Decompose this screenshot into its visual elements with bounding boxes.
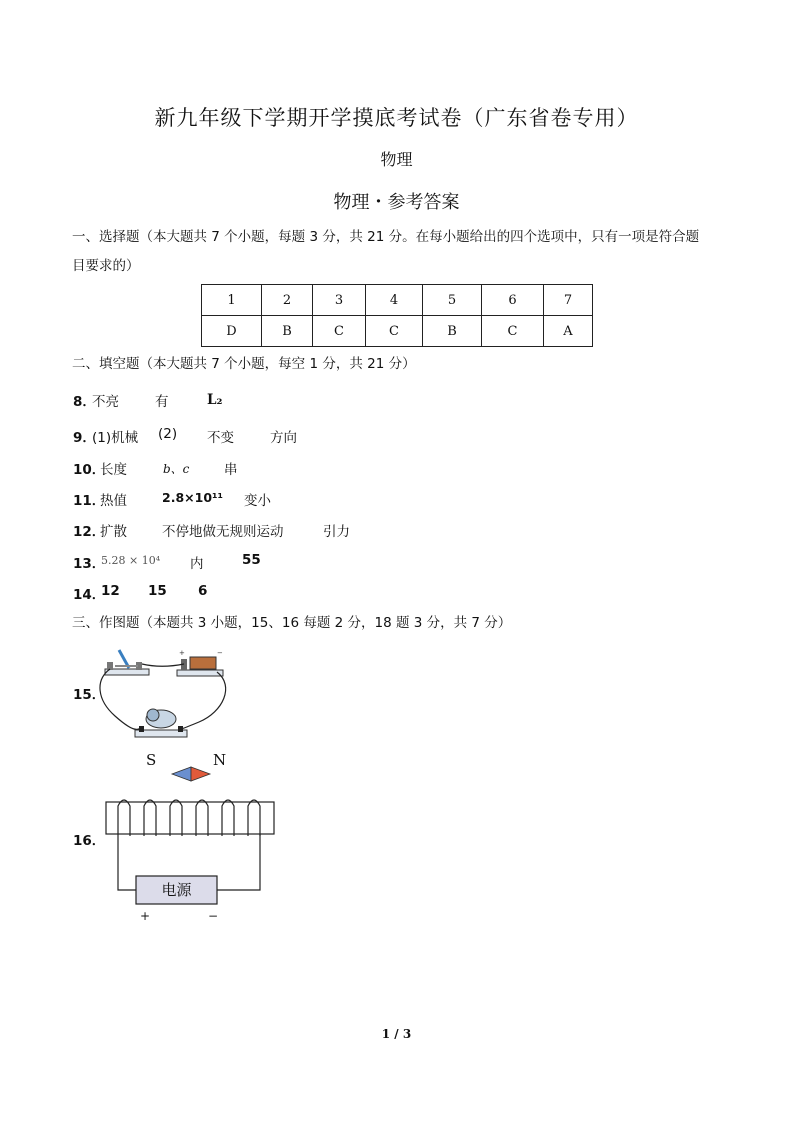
svg-text:−: − xyxy=(217,649,223,657)
answer-blank: 引力 xyxy=(323,524,350,540)
motor-icon xyxy=(135,709,187,737)
solenoid-coil xyxy=(106,800,274,836)
answer-table xyxy=(201,284,593,347)
circuit-diagram-q15 xyxy=(95,642,235,744)
table-cell: 3 xyxy=(313,285,366,316)
answer-blank: 长度 xyxy=(100,462,127,478)
question-number: 11． xyxy=(73,493,106,509)
answer-blank: (1)机械 xyxy=(92,430,139,446)
answer-blank: 热值 xyxy=(100,493,127,509)
table-cell: A xyxy=(544,316,593,347)
page-number: 1 / 3 xyxy=(381,1027,412,1041)
answer-blank: 有 xyxy=(155,394,169,410)
answer-blank: 12 xyxy=(101,583,120,599)
pole-n-label: N xyxy=(213,751,227,769)
table-cell: B xyxy=(423,316,482,347)
answer-blank: 变小 xyxy=(244,493,271,509)
table-cell: C xyxy=(482,316,544,347)
page-title: 新九年级下学期开学摸底考试卷（广东省卷专用） xyxy=(154,106,639,130)
pole-s-label: S xyxy=(146,751,157,769)
plus-terminal-label: + xyxy=(140,909,151,923)
answer-blank: 串 xyxy=(224,462,238,478)
section2-heading: 二、填空题（本大题共 7 个小题，每空 1 分，共 21 分） xyxy=(72,356,416,372)
answer-blank: 不停地做无规则运动 xyxy=(162,524,284,540)
answer-blank: 6 xyxy=(198,583,208,599)
answer-blank: 扩散 xyxy=(100,524,127,540)
table-cell: 4 xyxy=(366,285,423,316)
subject-label: 物理 xyxy=(380,150,413,169)
battery-icon xyxy=(177,649,223,676)
section1-line2: 目要求的） xyxy=(72,258,140,274)
table-cell: C xyxy=(313,316,366,347)
answer-blank: (2) xyxy=(158,426,178,442)
answer-blank: 2.8×10¹¹ xyxy=(162,490,223,505)
answer-blank: L₂ xyxy=(207,392,223,408)
electromagnet-diagram-q16 xyxy=(100,764,280,924)
question-number: 14． xyxy=(73,587,106,603)
minus-terminal-label: − xyxy=(208,909,219,923)
svg-text:+: + xyxy=(179,649,185,657)
answer-blank: 方向 xyxy=(270,430,297,446)
answer-blank: b、c xyxy=(163,462,190,476)
question-number: 10． xyxy=(73,462,106,478)
section3-heading: 三、作图题（本题共 3 小题，15、16 每题 2 分，18 题 3 分，共 7 分） xyxy=(72,615,512,631)
question-number: 13． xyxy=(73,556,106,572)
table-cell: D xyxy=(202,316,262,347)
answer-blank: 5.28 × 10⁴ xyxy=(101,554,161,567)
question-number: 8． xyxy=(73,394,96,410)
table-cell: 6 xyxy=(482,285,544,316)
section1-line1: 一、选择题（本大题共 7 个小题，每题 3 分，共 21 分。在每小题给出的四个选项中，只有一项是符合题 xyxy=(72,229,700,245)
table-cell: 7 xyxy=(544,285,593,316)
question-15-number: 15． xyxy=(73,687,106,703)
answer-blank: 15 xyxy=(148,583,167,599)
compass-needle-icon xyxy=(172,767,210,781)
power-source-label: 电源 xyxy=(161,881,192,899)
table-cell: 2 xyxy=(262,285,313,316)
question-number: 9． xyxy=(73,430,96,446)
answer-blank: 不变 xyxy=(207,430,234,446)
answer-blank: 55 xyxy=(242,552,261,568)
table-cell: 1 xyxy=(202,285,262,316)
question-16-number: 16． xyxy=(73,833,106,849)
answer-table-number-row xyxy=(202,285,593,316)
table-cell: 5 xyxy=(423,285,482,316)
answer-blank: 不亮 xyxy=(92,394,119,410)
question-number: 12． xyxy=(73,524,106,540)
table-cell: C xyxy=(366,316,423,347)
answer-title: 物理・参考答案 xyxy=(333,192,460,213)
answer-blank: 内 xyxy=(190,556,204,572)
switch-icon xyxy=(105,650,149,675)
table-cell: B xyxy=(262,316,313,347)
answer-table-answer-row xyxy=(202,316,593,347)
section1-heading xyxy=(72,223,732,281)
